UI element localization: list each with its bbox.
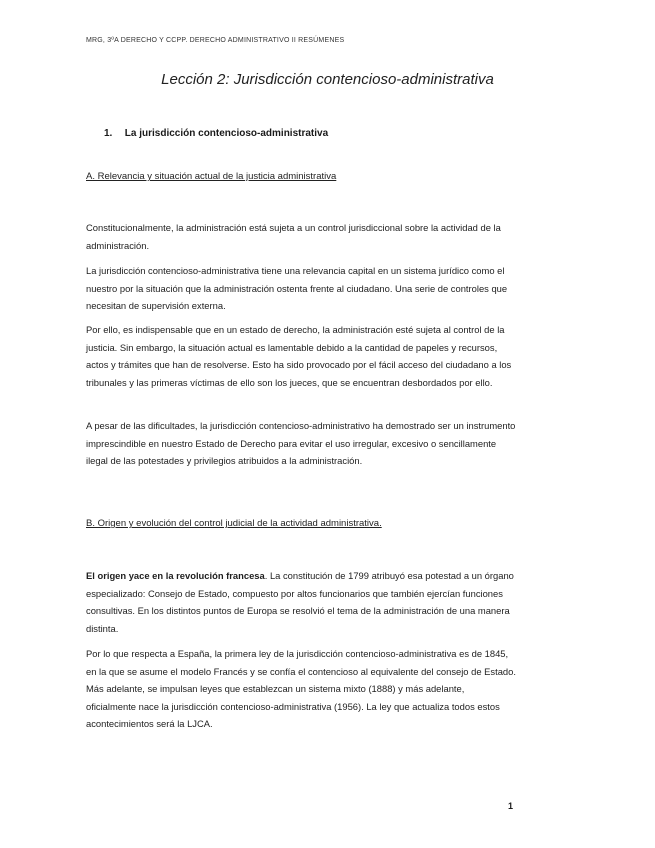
- subsection-a-heading: A. Relevancia y situación actual de la justicia administrativa: [86, 171, 337, 182]
- paragraph-a2: La jurisdicción contencioso-administrativa tiene una relevancia capital en un sistema jurídico como el nuestro por la situación que la administración ostenta frente al ciudadano. Una serie de controles que necesitan de supervisión externa.: [86, 265, 508, 311]
- paragraph-a1: Constitucionalmente, la administración está sujeta a un control jurisdiccional sobre la actividad de la administración.: [86, 222, 501, 251]
- paragraph-b2: Por lo que respecta a España, la primera ley de la jurisdicción contencioso-administrativa es de 1845, en la que se asume el modelo Francés y se confía el contencioso al equivalente del consejo de Estado. Más adelante, se impulsan leyes que establezcan un sistema mixto (1888) y más adelante, oficialmente nace la jurisdicción contencioso-administrativa (1956). La ley que actualiza todos estos acontecimientos será la LJCA.: [86, 648, 516, 729]
- section-title: La jurisdicción contencioso-administrativa: [124, 128, 329, 139]
- paragraph-a4: A pesar de las dificultades, la jurisdicción contencioso-administrativo ha demostrado ser un instrumento imprescindible en nuestro Estado de Derecho para evitar el uso irregular, excesivo o sencillamente ilegal de las potestades y privilegios atribuidos a la administración.: [86, 420, 516, 466]
- section-heading: [104, 128, 328, 139]
- paragraph-b1: [86, 567, 516, 637]
- running-header: MRG, 3ºA DERECHO Y CCPP. DERECHO ADMINISTRATIVO II RESÚMENES: [86, 37, 345, 44]
- page-number: 1: [508, 801, 514, 811]
- lesson-title: Lección 2: Jurisdicción contencioso-administrativa: [161, 71, 494, 88]
- paragraph-a3: Por ello, es indispensable que en un estado de derecho, la administración esté sujeta al control de la justicia. Sin embargo, la situación actual es lamentable debido a la cantidad de papeles y recursos, actos y trámites que han de resolverse. Esto ha sido provocado por el fácil acceso del ciudadano a los tribunales y las primeras víctimas de ello son los jueces, que se encuentran desbordados por ello.: [86, 324, 512, 388]
- section-number: 1.: [104, 128, 113, 139]
- paragraph-b1-bold-lead: El origen yace en la revolución francesa: [86, 570, 265, 581]
- paragraph-b1-text: . La constitución de 1799 atribuyó esa potestad a un órgano especializado: Consejo de Estado, compuesto por altos funcionarios que también ejercían funciones consultivas. En los distintos puntos de Europa se resolvió el tema de la administración de una manera distinta.: [86, 570, 514, 634]
- subsection-b-heading: B. Origen y evolución del control judicial de la actividad administrativa.: [86, 518, 382, 529]
